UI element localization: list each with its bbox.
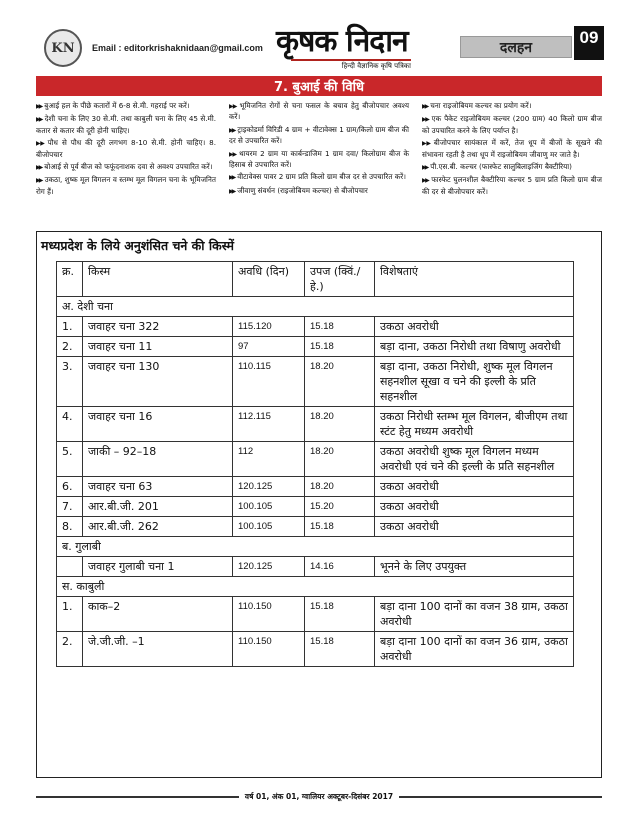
cell-variety: जवाहर चना 130: [83, 357, 233, 407]
bullet-paragraph: [229, 125, 409, 147]
header-yield: उपज (क्विं./हे.): [305, 262, 375, 297]
cell-duration: 110.150: [233, 632, 305, 667]
cell-duration: 110.115: [233, 357, 305, 407]
cell-variety: आर.बी.जी. 201: [83, 497, 233, 517]
bullet-paragraph: [36, 162, 216, 173]
cell-yield: 18.20: [305, 357, 375, 407]
double-arrow-icon: ▶▶: [229, 126, 235, 134]
double-arrow-icon: ▶▶: [36, 103, 42, 110]
bullet-paragraph: [36, 114, 216, 136]
cell-duration: 110.150: [233, 597, 305, 632]
cell-sn: 4.: [57, 407, 83, 442]
cell-variety: जाकी – 92–18: [83, 442, 233, 477]
cell-variety: जवाहर चना 322: [83, 317, 233, 337]
bullet-paragraph: [229, 149, 409, 171]
cell-features: बड़ा दाना 100 दानों का वजन 38 ग्राम, उकठा अवरोधी: [375, 597, 574, 632]
bullet-paragraph: [229, 172, 409, 183]
cell-variety: जवाहर चना 63: [83, 477, 233, 497]
varieties-table: [56, 261, 574, 667]
table-row: [57, 497, 574, 517]
cell-duration: 120.125: [233, 557, 305, 577]
cell-yield: 15.18: [305, 337, 375, 357]
table-row: [57, 597, 574, 632]
cell-sn: 3.: [57, 357, 83, 407]
table-row: [57, 407, 574, 442]
article-body: [36, 101, 602, 229]
double-arrow-icon: ▶▶: [422, 116, 429, 124]
page-footer: [36, 792, 602, 802]
cell-duration: 115.120: [233, 317, 305, 337]
cell-yield: 15.18: [305, 597, 375, 632]
table-section-row: [57, 577, 574, 597]
cell-features: उकठा अवरोधी शुष्क मूल विगलन मध्यम अवरोधी एवं चने की इल्ली के प्रति सहनशील: [375, 442, 574, 477]
bullet-paragraph: [422, 175, 602, 197]
masthead-subtitle: हिन्दी वैज्ञानिक कृषि पत्रिका: [291, 59, 411, 71]
masthead-title: कृषक निदान: [276, 24, 408, 59]
double-arrow-icon: ▶▶: [422, 140, 431, 148]
footer-text: वर्ष 01, अंक 01, ग्वालियर अक्टूबर-दिसंबर 2017: [244, 792, 394, 801]
table-row: [57, 557, 574, 577]
section-label: स. काबुली: [57, 577, 574, 597]
cell-variety: जवाहर चना 11: [83, 337, 233, 357]
cell-features: उकठा अवरोधी: [375, 317, 574, 337]
paragraph-text: भूमिजनित रोगों से चना फसल के बचाव हेतु बीजोपचार अवश्य करें।: [229, 101, 410, 122]
krishak-nidaan-logo: KN: [44, 29, 82, 67]
paragraph-text: पौध से पौध की दूरी लगभग 8-10 से.मी. होनी चाहिए। 8. बीजोपचार: [36, 138, 217, 159]
bullet-paragraph: [229, 101, 409, 123]
section-label: दलहन: [460, 36, 572, 58]
cell-duration: 112.115: [233, 407, 305, 442]
cell-sn: 1.: [57, 317, 83, 337]
cell-yield: 15.20: [305, 497, 375, 517]
paragraph-text: जीवाणु संवर्धन (राइजोबियम कल्चर) से बीजोपचार: [237, 185, 368, 195]
cell-variety: जवाहर गुलाबी चना 1: [83, 557, 233, 577]
cell-yield: 18.20: [305, 442, 375, 477]
section-label: अ. देशी चना: [57, 297, 574, 317]
double-arrow-icon: ▶▶: [422, 177, 429, 185]
cell-duration: 100.105: [233, 517, 305, 537]
cell-duration: 120.125: [233, 477, 305, 497]
double-arrow-icon: ▶▶: [36, 164, 42, 172]
header-sn: क्र.: [57, 262, 83, 297]
paragraph-text: चना राइजोबियम कल्चर का प्रयोग करें।: [430, 101, 532, 110]
cell-sn: 6.: [57, 477, 83, 497]
table-row: [57, 477, 574, 497]
double-arrow-icon: ▶▶: [36, 177, 42, 185]
paragraph-text: बीजोपचार सायंकाल में करें, तेज धूप में बीजों के सूखने की संभावना रहती है तथा धूप में राइजोबियम जीवाणु मर जाते है।: [422, 138, 602, 159]
paragraph-text: फास्फेट घुलनशील बैक्टीरिया कल्चर 5 ग्राम प्रति किलो ग्राम बीज की दर से बीजोपचार करें।: [422, 175, 602, 196]
table-row: [57, 442, 574, 477]
table-row: [57, 337, 574, 357]
bullet-paragraph: [36, 138, 216, 160]
cell-sn: 8.: [57, 517, 83, 537]
column-1: [36, 101, 216, 199]
footer-rule-left: [36, 796, 239, 798]
cell-sn: 2.: [57, 337, 83, 357]
paragraph-text: बुआई हल के पीछे कतारों में 6-8 से.मी. गहराई पर करें।: [44, 101, 190, 110]
bullet-paragraph: [36, 101, 216, 112]
column-2: [229, 101, 409, 199]
table-row: [57, 357, 574, 407]
cell-sn: [57, 557, 83, 577]
header-variety: किस्म: [83, 262, 233, 297]
bullet-paragraph: [422, 162, 602, 173]
cell-yield: 15.18: [305, 517, 375, 537]
cell-features: उकठा अवरोधी: [375, 477, 574, 497]
double-arrow-icon: ▶▶: [36, 116, 42, 124]
double-arrow-icon: ▶▶: [229, 103, 237, 110]
cell-yield: 18.20: [305, 477, 375, 497]
cell-features: उकठा निरोधी स्तम्भ मूल विगलन, बीजीएम तथा स्टंट हेतु मध्यम अवरोधी: [375, 407, 574, 442]
paragraph-text: पी.एस.बी. कल्चर (फास्फेट सालुबिलाइजिंग बैक्टीरिया): [430, 162, 572, 172]
cell-sn: 1.: [57, 597, 83, 632]
article-title: 7. बुआई की विधि: [36, 76, 602, 96]
footer-rule-right: [399, 796, 602, 798]
paragraph-text: ट्राइकोडर्मा विरिडी 4 ग्राम + वीटावेक्स 1 ग्राम/किलो ग्राम बीज की दर से उपचारित करें।: [229, 124, 409, 146]
page-header: [36, 26, 602, 70]
header-duration: अवधि (दिन): [233, 262, 305, 297]
cell-features: बड़ा दाना, उकठा निरोधी तथा विषाणु अवरोधी: [375, 337, 574, 357]
varieties-table-box: [36, 231, 602, 778]
cell-duration: 97: [233, 337, 305, 357]
double-arrow-icon: ▶▶: [229, 174, 235, 182]
email-address: Email : editorkrishaknidaan@gmail.com: [92, 43, 263, 53]
paragraph-text: देशी चना के लिए 30 से.मी. तथा काबुली चना के लिए 45 से.मी. कतार से कतार की दूरी होनी चाहिए।: [36, 114, 217, 135]
page-number: 09: [574, 26, 604, 60]
cell-sn: 7.: [57, 497, 83, 517]
bullet-paragraph: [36, 175, 216, 197]
cell-yield: 14.16: [305, 557, 375, 577]
double-arrow-icon: ▶▶: [422, 103, 428, 110]
double-arrow-icon: ▶▶: [229, 150, 237, 158]
cell-duration: 112: [233, 442, 305, 477]
cell-yield: 15.18: [305, 632, 375, 667]
cell-features: भूनने के लिए उपयुक्त: [375, 557, 574, 577]
table-row: [57, 317, 574, 337]
double-arrow-icon: ▶▶: [36, 140, 45, 148]
cell-duration: 100.105: [233, 497, 305, 517]
header-features: विशेषताएं: [375, 262, 574, 297]
table-row: [57, 632, 574, 667]
bullet-paragraph: [422, 138, 602, 160]
cell-features: बड़ा दाना 100 दानों का वजन 36 ग्राम, उकठा अवरोधी: [375, 632, 574, 667]
cell-yield: 15.18: [305, 317, 375, 337]
paragraph-text: वीटावेक्स पावर 2 ग्राम प्रति किलो ग्राम बीज दर से उपचारित करें।: [237, 172, 406, 182]
cell-yield: 18.20: [305, 407, 375, 442]
paragraph-text: एक पैकेट राइजोबियम कल्चर (200 ग्राम) 40 किलो ग्राम बीज को उपचारित करने के लिए पर्याप्त है।: [422, 114, 602, 135]
table-row: [57, 517, 574, 537]
bullet-paragraph: [422, 101, 602, 112]
cell-features: बड़ा दाना, उकठा निरोधी, शुष्क मूल विगलन सहनशील सूखा व चने की इल्ली के प्रति सहनशील: [375, 357, 574, 407]
paragraph-text: थायरम 2 ग्राम या कार्बन्डाजिम 1 ग्राम दवा/ किलोग्राम बीज के हिसाब से उपचारित करें।: [229, 148, 409, 170]
bullet-paragraph: [422, 114, 602, 136]
paragraph-text: बोआई से पूर्व बीज को फफूंदनाशक दवा से अवश्य उपचारित करें।: [44, 162, 213, 172]
cell-variety: आर.बी.जी. 262: [83, 517, 233, 537]
cell-variety: जवाहर चना 16: [83, 407, 233, 442]
table-header-row: [57, 262, 574, 297]
cell-variety: काक–2: [83, 597, 233, 632]
cell-variety: जे.जी.जी. –1: [83, 632, 233, 667]
cell-features: उकठा अवरोधी: [375, 517, 574, 537]
cell-sn: 2.: [57, 632, 83, 667]
cell-sn: 5.: [57, 442, 83, 477]
table-section-row: [57, 297, 574, 317]
double-arrow-icon: ▶▶: [229, 187, 235, 195]
paragraph-text: उकठा, शुष्क मूल विगलन व स्तम्भ मूल विगलन चना के भूमिजनित रोग हैं।: [36, 175, 216, 196]
section-label: ब. गुलाबी: [57, 537, 574, 557]
table-section-row: [57, 537, 574, 557]
cell-features: उकठा अवरोधी: [375, 497, 574, 517]
table-title: मध्यप्रदेश के लिये अनुशंसित चने की किस्में: [41, 238, 235, 253]
column-3: [422, 101, 602, 199]
bullet-paragraph: [229, 186, 409, 197]
double-arrow-icon: ▶▶: [422, 164, 428, 172]
